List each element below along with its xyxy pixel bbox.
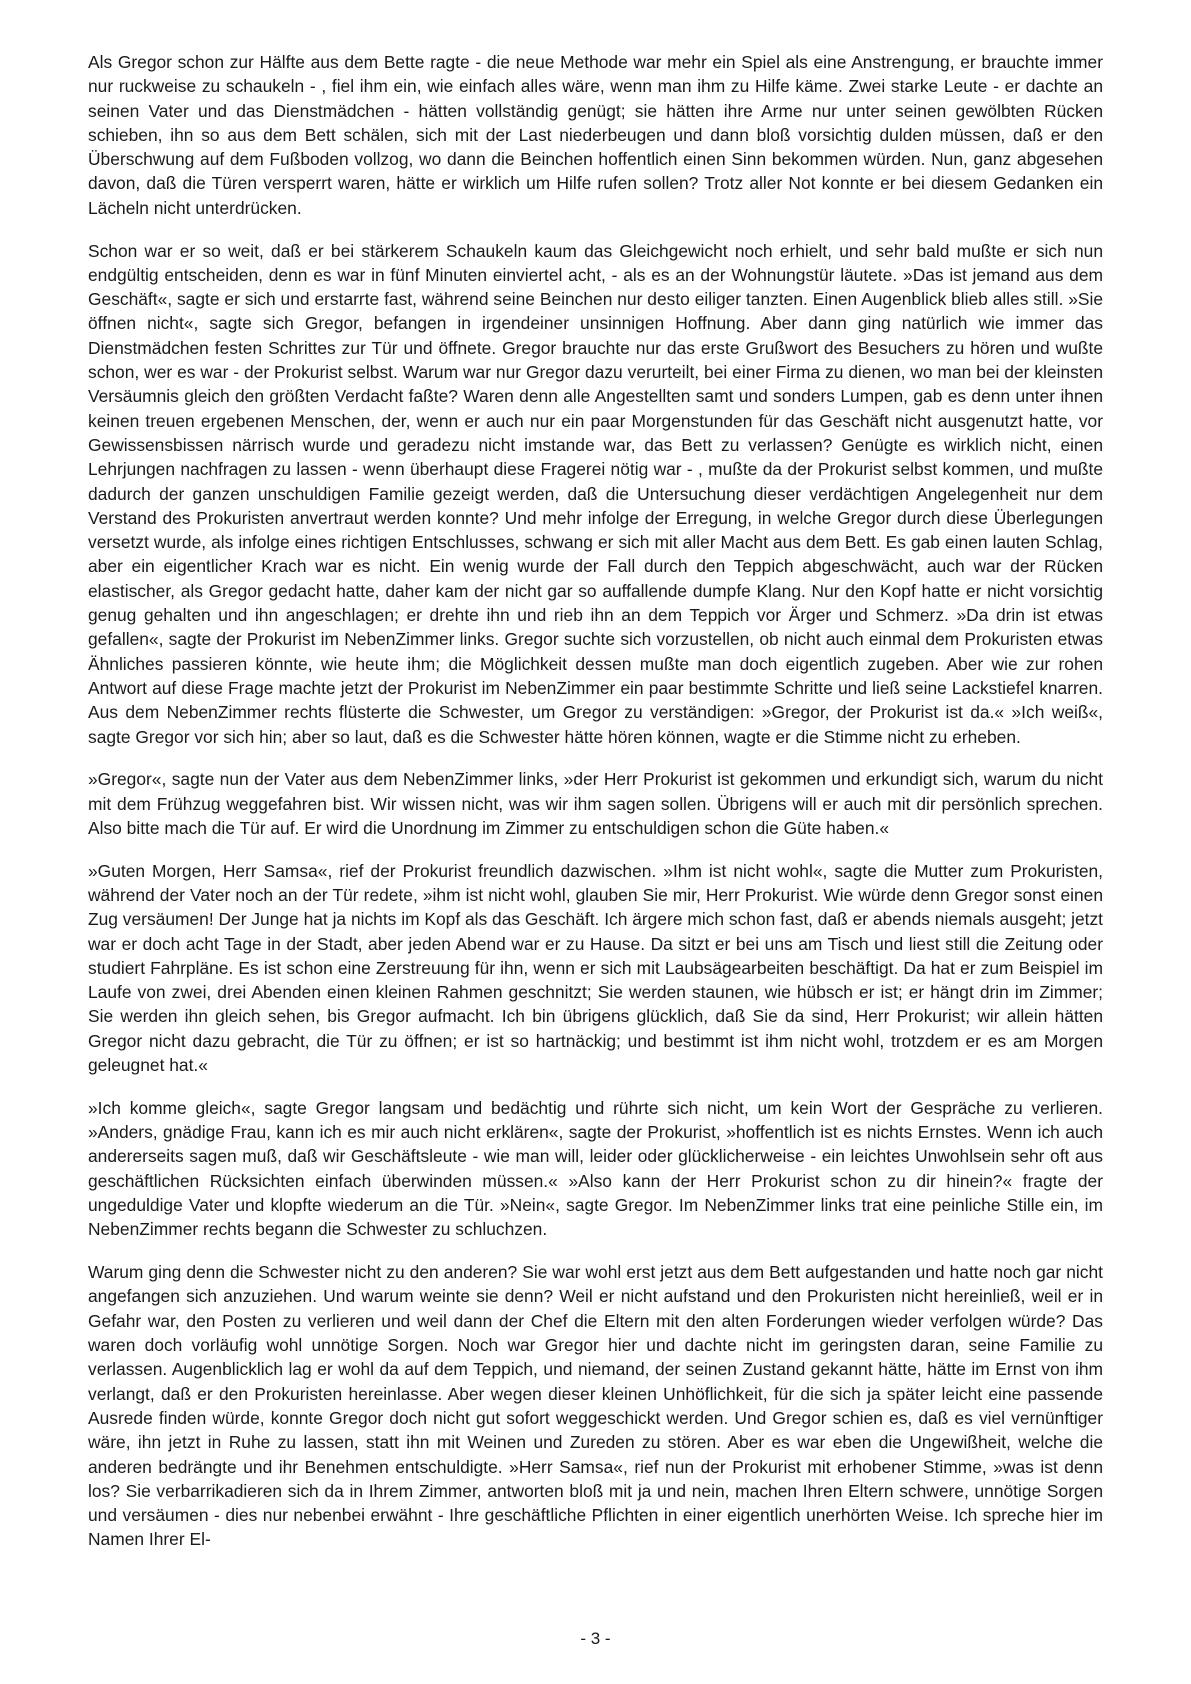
- page-number: - 3 -: [580, 1629, 611, 1648]
- paragraph: Als Gregor schon zur Hälfte aus dem Bette ragte - die neue Methode war mehr ein Spiel als eine Anstrengung, er brauchte immer nur ruckweise zu schaukeln - , fiel ihm ein, wie einfach alles wäre, wenn man ihm zu Hilfe käme. Zwei starke Leute - er dachte an seinen Vater und das Dienstmädchen - hätten vollständig genügt; sie hätten ihre Arme nur unter seinen gewölbten Rücken schieben, ihn so aus dem Bett schälen, sich mit der Last niederbeugen und dann bloß vorsichtig dulden müssen, daß er den Überschwung auf dem Fußboden vollzog, wo dann die Beinchen hoffentlich einen Sinn bekommen würden. Nun, ganz abgesehen davon, daß die Türen versperrt waren, hätte er wirklich um Hilfe rufen sollen? Trotz aller Not konnte er bei diesem Gedanken ein Lächeln nicht unterdrücken.: [88, 52, 1103, 218]
- paragraph: Warum ging denn die Schwester nicht zu den anderen? Sie war wohl erst jetzt aus dem Bett aufgestanden und hatte noch gar nicht angefangen sich anzuziehen. Und warum weinte sie denn? Weil er nicht aufstand und den Prokuristen nicht hereinließ, weil er in Gefahr war, den Posten zu verlieren und weil dann der Chef die Eltern mit den alten Forderungen wieder verfolgen würde? Das waren doch vorläufig wohl unnötige Sorgen. Noch war Gregor hier und dachte nicht im geringsten daran, seine Familie zu verlassen. Augenblicklich lag er wohl da auf dem Teppich, und niemand, der seinen Zustand gekannt hätte, hätte im Ernst von ihm verlangt, daß er den Prokuristen hereinlasse. Aber wegen dieser kleinen Unhöflichkeit, für die sich ja später leicht eine passende Ausrede finden würde, konnte Gregor doch nicht gut sofort weggeschickt werden. Und Gregor schien es, daß es viel vernünftiger wäre, ihn jetzt in Ruhe zu lassen, statt ihn mit Weinen und Zureden zu stören. Aber es war eben die Ungewißheit, welche die anderen bedrängte und ihr Benehmen entschuldigte. »Herr Samsa«, rief nun der Prokurist mit erhobener Stimme, »was ist denn los? Sie verbarrikadieren sich da in Ihrem Zimmer, antworten bloß mit ja und nein, machen Ihren Eltern schwere, unnötige Sorgen und versäumen - dies nur nebenbei erwähnt - Ihre geschäftliche Pflichten in einer eigentlich unerhörten Weise. Ich spreche hier im Namen Ihrer El-: [88, 1262, 1103, 1550]
- body-text: [88, 50, 1103, 1570]
- paragraph: Schon war er so weit, daß er bei stärkerem Schaukeln kaum das Gleichgewicht noch erhielt, und sehr bald mußte er sich nun endgültig entscheiden, denn es war in fünf Minuten einviertel acht, - als es an der Wohnungstür läutete. »Das ist jemand aus dem Geschäft«, sagte er sich und erstarrte fast, während seine Beinchen nur desto eiliger tanzten. Einen Augenblick blieb alles still. »Sie öffnen nicht«, sagte sich Gregor, befangen in irgendeiner unsinnigen Hoffnung. Aber dann ging natürlich wie immer das Dienstmädchen festen Schrittes zur Tür und öffnete. Gregor brauchte nur das erste Grußwort des Besuchers zu hören und wußte schon, wer es war - der Prokurist selbst. Warum war nur Gregor dazu verurteilt, bei einer Firma zu dienen, wo man bei der kleinsten Versäumnis gleich den größten Verdacht faßte? Waren denn alle Angestellten samt und sonders Lumpen, gab es denn unter ihnen keinen treuen ergebenen Menschen, der, wenn er auch nur ein paar Morgenstunden für das Geschäft nicht ausgenutzt hatte, vor Gewissensbissen närrisch wurde und geradezu nicht imstande war, das Bett zu verlassen? Genügte es wirklich nicht, einen Lehrjungen nachfragen zu lassen - wenn überhaupt diese Fragerei nötig war - , mußte da der Prokurist selbst kommen, und mußte dadurch der ganzen unschuldigen Familie gezeigt werden, daß die Untersuchung dieser verdächtigen Angelegenheit nur dem Verstand des Prokuristen anvertraut werden konnte? Und mehr infolge der Erregung, in welche Gregor durch diese Überlegungen versetzt wurde, als infolge eines richtigen Entschlusses, schwang er sich mit aller Macht aus dem Bett. Es gab einen lauten Schlag, aber ein eigentlicher Krach war es nicht. Ein wenig wurde der Fall durch den Teppich abgeschwächt, auch war der Rücken elastischer, als Gregor gedacht hatte, daher kam der nicht gar so auffallende dumpfe Klang. Nur den Kopf hatte er nicht vorsichtig genug gehalten und ihn angeschlagen; er drehte ihn und rieb ihn an dem Teppich vor Ärger und Schmerz. »Da drin ist etwas gefallen«, sagte der Prokurist im NebenZimmer links. Gregor suchte sich vorzustellen, ob nicht auch einmal dem Prokuristen etwas Ähnliches passieren könnte, wie heute ihm; die Möglichkeit dessen mußte man doch eigentlich zugeben. Aber wie zur rohen Antwort auf diese Frage machte jetzt der Prokurist im NebenZimmer ein paar bestimmte Schritte und ließ seine Lackstiefel knarren. Aus dem NebenZimmer rechts flüsterte die Schwester, um Gregor zu verständigen: »Gregor, der Prokurist ist da.« »Ich weiß«, sagte Gregor vor sich hin; aber so laut, daß es die Schwester hätte hören können, wagte er die Stimme nicht zu erheben.: [88, 240, 1103, 747]
- paragraph: »Gregor«, sagte nun der Vater aus dem NebenZimmer links, »der Herr Prokurist ist gekommen und erkundigt sich, warum du nicht mit dem Frühzug weggefahren bist. Wir wissen nicht, was wir ihm sagen sollen. Übrigens will er auch mit dir persönlich sprechen. Also bitte mach die Tür auf. Er wird die Unordnung im Zimmer zu entschuldigen schon die Güte haben.«: [88, 769, 1103, 838]
- paragraph: »Guten Morgen, Herr Samsa«, rief der Prokurist freundlich dazwischen. »Ihm ist nicht wohl«, sagte die Mutter zum Prokuristen, während der Vater noch an der Tür redete, »ihm ist nicht wohl, glauben Sie mir, Herr Prokurist. Wie würde denn Gregor sonst einen Zug versäumen! Der Junge hat ja nichts im Kopf als das Geschäft. Ich ärgere mich schon fast, daß er abends niemals ausgeht; jetzt war er doch acht Tage in der Stadt, aber jeden Abend war er zu Hause. Da sitzt er bei uns am Tisch und liest still die Zeitung oder studiert Fahrpläne. Es ist schon eine Zerstreuung für ihn, wenn er sich mit Laubsägearbeiten beschäftigt. Da hat er zum Beispiel im Laufe von zwei, drei Abenden einen kleinen Rahmen geschnitzt; Sie werden staunen, wie hübsch er ist; er hängt drin im Zimmer; Sie werden ihn gleich sehen, bis Gregor aufmacht. Ich bin übrigens glücklich, daß Sie da sind, Herr Prokurist; wir allein hätten Gregor nicht dazu gebracht, die Tür zu öffnen; er ist so hartnäckig; und bestimmt ist ihm nicht wohl, trotzdem er es am Morgen geleugnet hat.«: [88, 860, 1103, 1076]
- paragraph: »Ich komme gleich«, sagte Gregor langsam und bedächtig und rührte sich nicht, um kein Wort der Gespräche zu verlieren. »Anders, gnädige Frau, kann ich es mir auch nicht erklären«, sagte der Prokurist, »hoffentlich ist es nichts Ernstes. Wenn ich auch andererseits sagen muß, daß wir Geschäftsleute - wie man will, leider oder glücklicherweise - ein leichtes Unwohlsein sehr oft aus geschäftlichen Rücksichten einfach überwinden müssen.« »Also kann der Herr Prokurist schon zu dir hinein?« fragte der ungeduldige Vater und klopfte wiederum an die Tür. »Nein«, sagte Gregor. Im NebenZimmer links trat eine peinliche Stille ein, im NebenZimmer rechts begann die Schwester zu schluchzen.: [88, 1097, 1103, 1240]
